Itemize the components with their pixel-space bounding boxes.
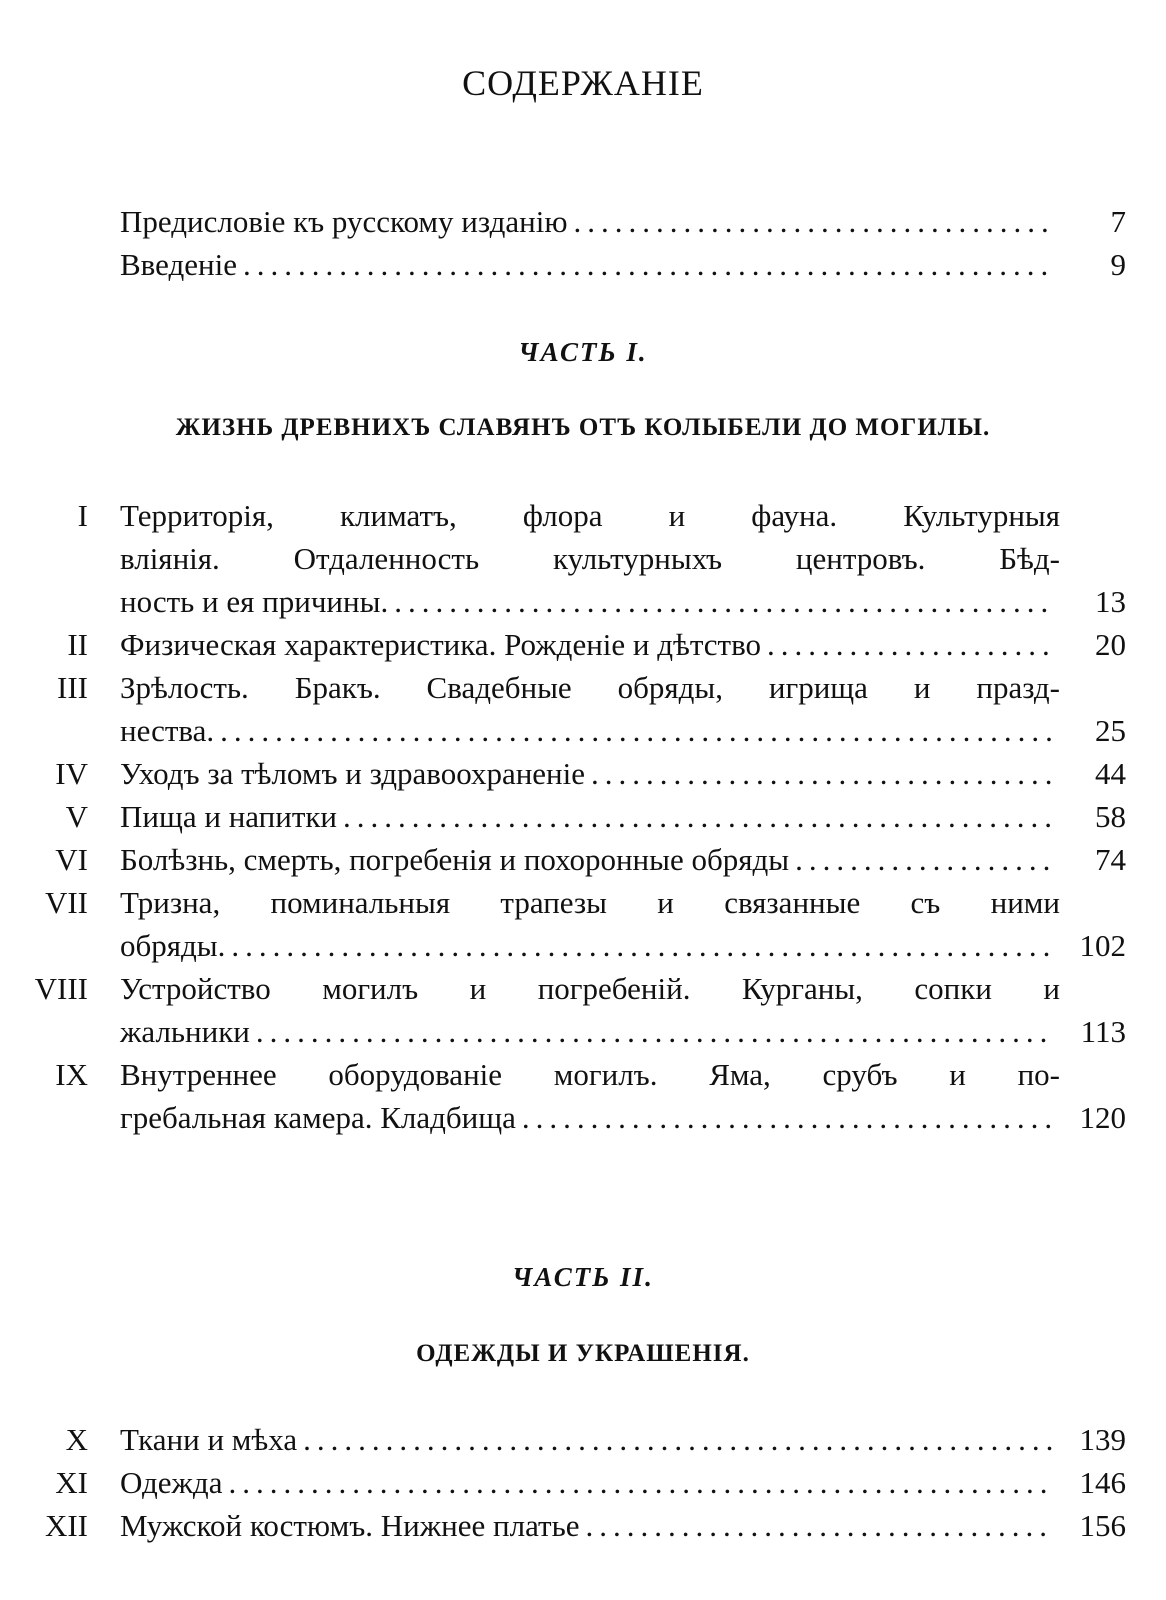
entry-title-line: Тризна, поминальныя трапезы и связанные съ ними <box>120 885 1060 920</box>
page-title: СОДЕРЖАНІЕ <box>462 63 704 103</box>
toc-entry <box>0 1418 1166 1461</box>
dot-leader <box>394 580 1054 623</box>
dot-leader <box>522 1096 1054 1139</box>
entry-title-line: Внутреннее оборудованіе могилъ. Яма, срубъ и по- <box>120 1057 1060 1092</box>
page-number: 146 <box>1079 1465 1126 1500</box>
page-number: 9 <box>1110 247 1126 282</box>
toc-entry <box>0 881 1166 967</box>
entry-title-line: нества. <box>120 713 215 748</box>
page-number: 13 <box>1095 584 1126 619</box>
page-number: 120 <box>1079 1100 1126 1135</box>
toc-entry <box>0 623 1166 666</box>
toc-entry <box>0 795 1166 838</box>
entry-title-line: Болѣзнь, смерть, погребенія и похоронные обряды <box>120 842 790 877</box>
toc-entry <box>0 200 1166 243</box>
dot-leader <box>586 1504 1054 1547</box>
entry-title-line: Физическая характеристика. Рожденіе и дѣтство <box>120 627 762 662</box>
page-number: 20 <box>1095 627 1126 662</box>
entry-title-line: Территорія, климатъ, флора и фауна. Культурныя <box>120 498 1060 533</box>
dot-leader <box>795 838 1054 881</box>
toc-entry <box>0 666 1166 752</box>
chapter-number: XII <box>44 1508 88 1543</box>
toc-entry <box>0 1504 1166 1547</box>
chapter-number: IX <box>55 1057 88 1092</box>
entry-title-line: Одежда <box>120 1465 223 1500</box>
entry-title-line: Пища и напитки <box>120 799 338 834</box>
entry-title-line: гребальная камера. Кладбища <box>120 1100 516 1135</box>
toc-entry <box>0 752 1166 795</box>
page-number: 44 <box>1095 756 1126 791</box>
dot-leader <box>343 795 1054 838</box>
entry-title-line: ность и ея причины. <box>120 584 389 619</box>
part-1-label: ЧАСТЬ I. <box>518 337 648 367</box>
part-2-title: ОДЕЖДЫ И УКРАШЕНІЯ. <box>416 1340 750 1367</box>
entry-title-line: Зрѣлость. Бракъ. Свадебные обряды, игрища и празд- <box>120 670 1060 705</box>
part-2-label: ЧАСТЬ II. <box>512 1262 654 1292</box>
toc-entry <box>0 838 1166 881</box>
entry-title-line: Предисловіе къ русскому изданію <box>120 204 568 239</box>
dot-leader <box>220 709 1054 752</box>
page-number: 113 <box>1080 1014 1126 1049</box>
chapter-number: V <box>65 799 88 834</box>
entry-title-line: Введеніе <box>120 247 237 282</box>
part-2-chapter-list <box>0 1418 1166 1547</box>
dot-leader <box>591 752 1054 795</box>
chapter-number: VI <box>55 842 88 877</box>
page-number: 102 <box>1079 928 1126 963</box>
chapter-number: VIII <box>34 971 88 1006</box>
part-1-title: ЖИЗНЬ ДРЕВНИХЪ СЛАВЯНЪ ОТЪ КОЛЫБЕЛИ ДО МОГИЛЫ. <box>175 414 991 441</box>
toc-entry <box>0 967 1166 1053</box>
part-1-chapter-list <box>0 494 1166 1139</box>
page-number: 139 <box>1079 1422 1126 1457</box>
toc-entry <box>0 1053 1166 1139</box>
toc-entry <box>0 1461 1166 1504</box>
entry-title-line: Устройство могилъ и погребеній. Курганы, сопки и <box>120 971 1060 1006</box>
dot-leader <box>256 1010 1054 1053</box>
dot-leader <box>228 1461 1054 1504</box>
dot-leader <box>303 1418 1054 1461</box>
dot-leader <box>767 623 1054 666</box>
page-number: 156 <box>1079 1508 1126 1543</box>
front-matter-list <box>0 200 1166 286</box>
chapter-number: III <box>57 670 88 705</box>
entry-title-line: Уходъ за тѣломъ и здравоохраненіе <box>120 756 586 791</box>
page-number: 74 <box>1095 842 1126 877</box>
dot-leader <box>243 243 1054 286</box>
entry-title-line: Ткани и мѣха <box>120 1422 298 1457</box>
page-number: 25 <box>1095 713 1126 748</box>
page-number: 7 <box>1110 204 1126 239</box>
entry-title-line: жальники <box>120 1014 250 1049</box>
entry-title-line: вліянія. Отдаленность культурныхъ центровъ. Бѣд- <box>120 541 1060 576</box>
chapter-number: XI <box>55 1465 88 1500</box>
toc-entry <box>0 243 1166 286</box>
entry-title-line: обряды. <box>120 928 226 963</box>
chapter-number: I <box>77 498 88 533</box>
chapter-number: II <box>67 627 88 662</box>
entry-title-line: Мужской костюмъ. Нижнее платье <box>120 1508 580 1543</box>
dot-leader <box>573 200 1054 243</box>
chapter-number: IV <box>55 756 88 791</box>
toc-entry <box>0 494 1166 623</box>
dot-leader <box>231 924 1054 967</box>
chapter-number: X <box>65 1422 88 1457</box>
chapter-number: VII <box>44 885 88 920</box>
page-number: 58 <box>1095 799 1126 834</box>
